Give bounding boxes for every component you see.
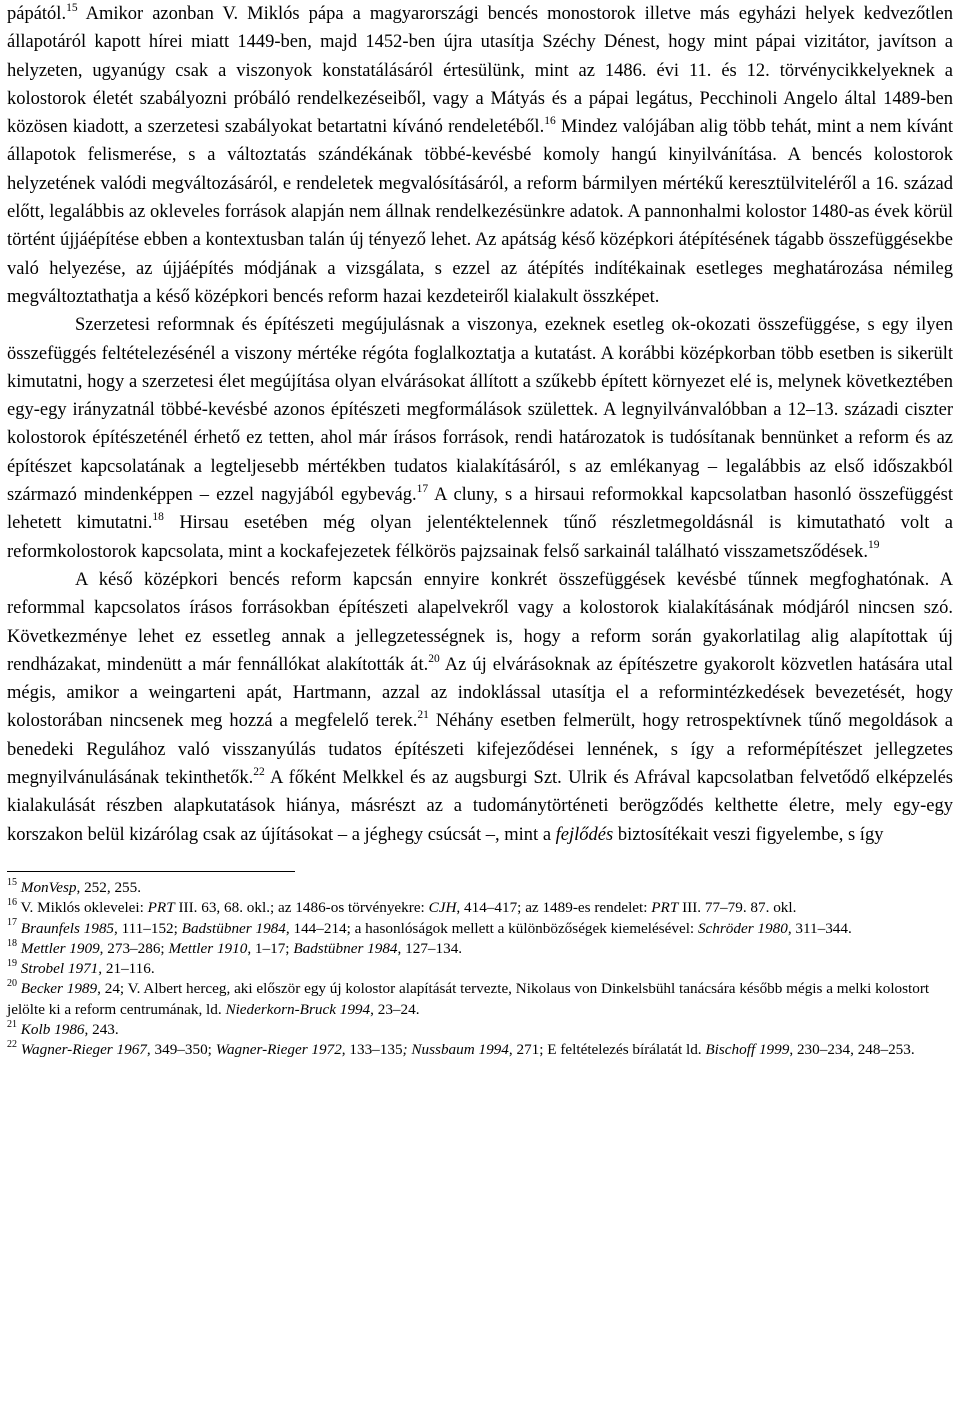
text-run: Mindez valójában alig több tehát, mint a nem kívánt állapotok felismerése, s a változtatás szándékának többé-kevésbé komoly hangú kinyilvánítása. A bencés kolostorok helyzetének valódi megváltozásáról, e rendeletek megvalósításáról, a reform bármilyen mértékű keresztülviteléről a 16. század előtt, legalábbis az okleveles források alapján nem állnak rendelkezésünkre adatok. A pannonhalmi kolostor 1480-as évek körül történt újjáépítése ebben a kontextusban talán új tényező lehet. Az apátság késő középkori átépítésének tágabb összefüggésekbe való helyezése, az újjáépítés módjának a vizsgálata, s ezzel az átépítés indítékainak esetleges meghatározása némileg megváltoztathatja a késő középkori bencés reform hazai kezdeteiről kialakult összképet.: [7, 117, 953, 307]
italic-text: MonVesp: [20, 878, 77, 896]
text-run: pápától.: [7, 4, 67, 24]
text-run: , 273–286;: [99, 939, 169, 957]
footnote-separator: [7, 871, 295, 872]
text-run: , 271; E feltételezés bírálatát ld.: [508, 1041, 706, 1059]
footnote: [7, 898, 953, 918]
italic-text: Niederkorn-Bruck 1994: [225, 1000, 371, 1018]
italic-text: ; Nussbaum 1994: [402, 1041, 509, 1059]
italic-text: PRT: [147, 899, 175, 917]
footnote-ref: 17: [7, 917, 17, 929]
footnote-ref: 21: [7, 1018, 17, 1030]
footnote: [7, 878, 953, 898]
paragraph: [7, 311, 953, 566]
text-run: Amikor azonban V. Miklós pápa a magyarországi bencés monostorok illetve más egyházi helyek kedvezőtlen állapotáról kapott hírei miatt 1449-ben, majd 1452-ben újra utasítja Széchy Dénest, hogy mint pápai vizitátor, javítson a helyzeten, ugyanúgy csak a viszonyok konstatálásáról értesülünk, mint az 1486. évi 11. és 12. törvénycikkelyeknek a kolostorok életét szabályozni próbáló rendelkezéseiből, vagy a Mátyás és a pápai legátus, Pecchinoli Angelo által 1489-ben közösen kiadott, a szerzetesi szabályokat betartatni kívánó rendeletéből.: [7, 4, 953, 138]
text-run: , 243.: [84, 1020, 119, 1038]
italic-text: PRT: [651, 899, 679, 917]
document-page: [7, 0, 953, 1061]
italic-text: fejlődés: [555, 824, 614, 845]
footnotes: [7, 878, 953, 1061]
footnote-ref: 19: [867, 539, 880, 552]
text-run: , 127–134.: [397, 939, 463, 957]
text-run: III. 63, 68. okl.; az 1486-os törvényekre:: [174, 899, 429, 917]
text-run: , 21–116.: [98, 960, 155, 978]
text-run: , 23–24.: [370, 1000, 420, 1018]
footnote-ref: 15: [7, 876, 17, 888]
text-run: Az új elvárásoknak az építészetre gyakorolt közvetlen hatására utal mégis, amikor a weingarteni apát, Hartmann, azzal az indoklással utasítja el a reformintézkedések bevezetését, hogy kolostorában nincsenek meg hozzá a megfelelő terek.: [7, 654, 954, 732]
italic-text: Strobel 1971: [20, 960, 99, 978]
text-run: , 252, 255.: [76, 878, 142, 896]
text-run: , 1–17;: [247, 939, 294, 957]
text-run: A cluny, s a hirsaui reformokkal kapcsolatban hasonló összefüggést lehetett kimutatni.: [7, 485, 953, 534]
text-run: biztosítékait veszi figyelembe, s így: [613, 824, 884, 845]
text-run: V. Miklós oklevelei:: [17, 899, 148, 917]
footnote-ref: 17: [416, 482, 429, 495]
text-run: , 144–214; a hasonlóságok mellett a különbözőségek kiemelésével:: [285, 919, 698, 937]
italic-text: Kolb 1986: [20, 1020, 85, 1038]
footnote-ref: 18: [7, 937, 17, 949]
italic-text: Mettler 1910: [168, 939, 248, 957]
italic-text: Badstübner 1984: [181, 919, 286, 937]
footnote-ref: 18: [152, 511, 164, 524]
text-run: , 311–344.: [787, 919, 852, 937]
text-run: , 133–135: [341, 1041, 403, 1059]
footnote-ref: 22: [253, 765, 265, 778]
italic-text: Schröder 1980: [697, 919, 788, 937]
footnote-ref: 19: [7, 958, 17, 970]
footnote-ref: 15: [66, 1, 78, 14]
footnote-ref: 20: [7, 978, 17, 990]
paragraph: [7, 0, 953, 311]
italic-text: Wagner-Rieger 1967: [20, 1041, 147, 1059]
footnote: [7, 979, 953, 1020]
footnote-ref: 16: [544, 115, 556, 128]
footnote-ref: 22: [7, 1039, 17, 1051]
italic-text: Badstübner 1984: [293, 939, 398, 957]
body-text: [7, 0, 953, 849]
footnote: [7, 1040, 953, 1060]
text-run: , 414–417; az 1489-es rendelet:: [456, 899, 652, 917]
text-run: Hirsau esetében még olyan jelentéktelennek tűnő részletmegoldásnál is kimutatható volt a reformkolostorok kapcsolata, mint a kockafejezetek félkörös pajzsainak felső sarkainál található visszametsződések.: [7, 513, 954, 562]
text-run: , 349–350;: [146, 1041, 216, 1059]
italic-text: Braunfels 1985: [20, 919, 115, 937]
italic-text: Becker 1989: [20, 980, 98, 998]
paragraph: [7, 566, 953, 849]
text-run: III. 77–79. 87. okl.: [678, 899, 797, 917]
italic-text: Wagner-Rieger 1972: [215, 1041, 342, 1059]
italic-text: CJH: [428, 899, 457, 917]
italic-text: Mettler 1909: [20, 939, 100, 957]
text-run: , 111–152;: [114, 919, 182, 937]
footnote: [7, 1020, 953, 1040]
text-run: , 230–234, 248–253.: [789, 1041, 915, 1059]
text-run: A főként Melkkel és az augsburgi Szt. Ulrik és Afrával kapcsolatban felvetődő elképzelés kialakulását részben alapkutatások hiánya, másrészt az a tudománytörténeti berögződés kelthette életre, mely egy-egy korszakon belül kizárólag csak az újításokat – a jéghegy csúcsát –, mint a: [7, 768, 954, 845]
footnote-ref: 21: [417, 709, 429, 722]
footnote-ref: 20: [428, 652, 440, 665]
footnote: [7, 939, 953, 959]
footnote: [7, 919, 953, 939]
text-run: , 24; V. Albert herceg, aki először egy új kolostor alapítását tervezte, Nikolaus von Dinkelsbühl tanácsára később mégis a melki kolostort jelölte ki a reform centrumának, ld.: [7, 980, 930, 1018]
footnote-ref: 16: [7, 897, 17, 909]
text-run: Néhány esetben felmerült, hogy retrospektívnek tűnő megoldások a benedeki Regulához való visszanyúlás tudatos építészeti kifejeződései lennének, s így a reformépítészet jellegzetes megnyilvánulásának tekinthetők.: [7, 711, 953, 789]
italic-text: Bischoff 1999: [705, 1041, 790, 1059]
footnote: [7, 959, 953, 979]
text-run: Szerzetesi reformnak és építészeti megújulásnak a viszonya, ezeknek esetleg ok-okozati összefüggése, s egy ilyen összefüggés feltételezésénél a viszony mértéke régóta foglalkoztatja a kutatást. A korábbi középkorban több esetben is sikerült kimutatni, hogy a szerzetesi élet megújítása olyan elvárásokat állított a szűkebb épített környezet elé is, melynek következtében egy-egy irányzatnál többé-kevésbé azonos építészeti megformálások születtek. A legnyilvánvalóbban a 12–13. századi ciszter kolostorok építészeténél érhető ez tetten, ahol már írásos források, rendi határozatok is tudósítanak bennünket a reform és az építészet kapcsolatának a legteljesebb mértékben tudatos kialakításáról, s az emlékanyag – legalábbis az első időszakból származó mindenképpen – ezzel nagyjából egybevág.: [7, 315, 953, 506]
text-run: A késő középkori bencés reform kapcsán ennyire konkrét összefüggések kevésbé tűnnek megfoghatónak. A reformmal kapcsolatos írásos forrásokban építészeti alapelvekről vagy a kolostorok kialakításának módjáról nincsen szó. Következménye lehet ez essetleg annak a jellegzetességnek is, hogy a reform során gyakorlatilag alig alapítottak új rendházakat, mindenütt a már fennállókat alakították át.: [7, 569, 953, 675]
